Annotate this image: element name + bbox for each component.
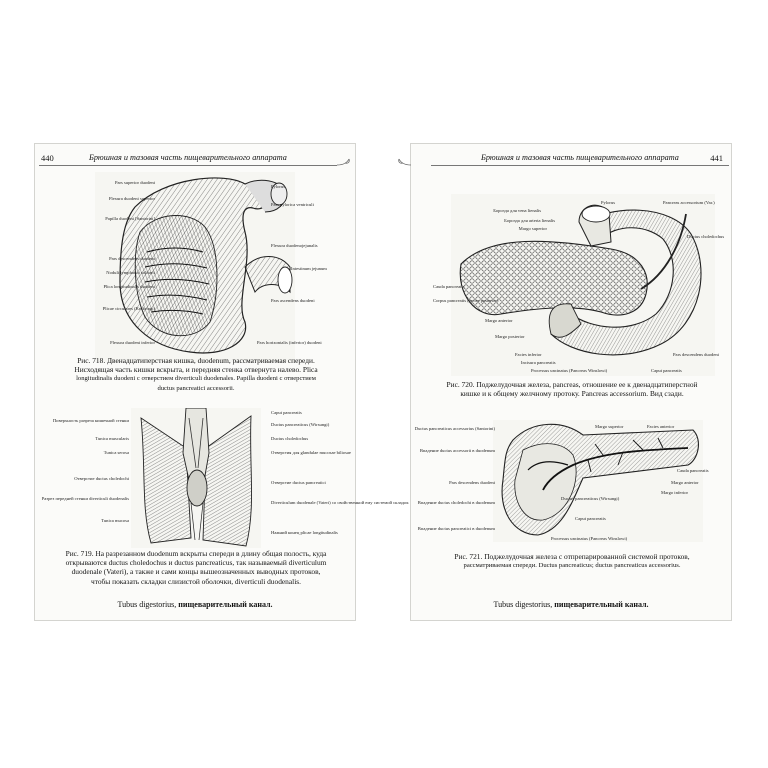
figure-721-caption — [419, 552, 725, 570]
label: Tunica muscularis — [95, 436, 129, 441]
label: Впадение ductus pancreatici в duodenum — [417, 526, 495, 531]
label: Flexura duodenojejunalis — [271, 243, 318, 248]
page-footer — [411, 600, 731, 609]
caption-line: Нисходящая часть кишки вскрыта, и передняя стенка отвернута налево. Plica — [74, 365, 318, 375]
label: Tunica serosa — [103, 450, 129, 455]
caption-line: Рис. 719. На разрезанном duodenum вскрыты спереди в длину общая полость, куда — [65, 549, 327, 558]
page-footer — [35, 600, 355, 609]
label: Впадение ductus choledochi в duodenum — [417, 500, 495, 505]
label: Processus uncinatus (Pancreas Winslowi) — [531, 368, 608, 373]
label: Pars superior duodeni — [114, 180, 155, 185]
right-page — [410, 143, 732, 621]
footer-latin: Tubus digestorius, — [493, 600, 553, 609]
running-title: Брюшная и тазовая часть пищеварительного аппарата — [481, 153, 679, 162]
caption-line: Рис. 720. Поджелудочная железа, pancreas, отношение ее к двенадцатиперстной — [446, 380, 698, 389]
label: Caput pancreatis — [575, 516, 606, 521]
label: Cauda pancreatis — [433, 284, 465, 289]
footer-russian: пищеварительный канал. — [178, 600, 273, 609]
label: Margo anterior — [671, 480, 699, 485]
label: Noduli lymphatici solitarii — [106, 270, 155, 275]
label: Incisura pancreatis — [521, 360, 556, 365]
label: Pars descendens duodeni — [449, 480, 495, 485]
label: Впадение ductus accessorii в duodenum — [419, 448, 495, 453]
right-page-header — [411, 153, 731, 165]
label: Tunica mucosa — [101, 518, 129, 523]
label: Ductus pancreaticus (Wirsungi) — [271, 422, 330, 427]
label: Flexura duodeni inferior — [110, 340, 155, 345]
page-number: 441 — [710, 153, 723, 163]
label: Plicae circulares (Kerkringi) — [102, 306, 155, 311]
label: Борозда для arteria lienalis — [504, 218, 555, 223]
label: Caput pancreatis — [651, 368, 682, 373]
pancreas-posterior-drawing — [451, 194, 715, 376]
running-title: Брюшная и тазовая часть пищеварительного аппарата — [89, 153, 287, 162]
label: Facies anterior — [647, 424, 675, 429]
label: Papilla duodeni [Santorini] — [105, 216, 155, 221]
caption-line: ductus pancreatici accessorii. — [157, 384, 235, 392]
page-number: 440 — [41, 153, 54, 163]
footer-russian: пищеварительный канал. — [554, 600, 649, 609]
ornament-curl-icon — [337, 158, 351, 172]
figure-718-caption — [43, 356, 349, 393]
figure-720-caption — [419, 380, 725, 398]
label: Борозда для vena lienalis — [493, 208, 541, 213]
label: Поверхность разреза кишечной стенки — [52, 418, 129, 423]
label: Ductus choledochus — [687, 234, 725, 239]
label: Pars ascendens duodeni — [271, 298, 315, 303]
label: Отверстие ductus choledochi — [74, 476, 129, 481]
label: Pars descendens duodeni — [109, 256, 155, 261]
label: Processus uncinatus (Pancreas Winslowi) — [551, 536, 628, 541]
label: Нажний конец plicae longitudinalis — [271, 530, 338, 535]
label: Ductus pancreaticus accessorius (Santorini) — [414, 426, 495, 431]
label: Pars descendens duodeni — [673, 352, 719, 357]
footer-latin: Tubus digestorius, — [117, 600, 177, 609]
label: Intestinum jejunum — [291, 266, 327, 271]
label: Plica longitudinalis duodeni — [103, 284, 155, 289]
label: Margo anterior — [485, 318, 513, 323]
label: Pars pylorica ventriculi — [271, 202, 314, 207]
label: Cauda pancreatis — [677, 468, 709, 473]
ornament-curl-icon — [397, 158, 411, 172]
label: Pancreas accessorium (Var.) — [663, 200, 715, 205]
label: Ductus pancreaticus (Wirsungi) — [561, 496, 620, 501]
label: Margo posterior — [495, 334, 525, 339]
left-page — [34, 143, 409, 621]
figure-719-caption — [43, 549, 349, 586]
caption-line: Рис. 721. Поджелудочная железа с отпрепарированной системой протоков, — [454, 552, 690, 561]
label: Margo superior — [595, 424, 624, 429]
label: Flexura duodeni superior — [108, 196, 155, 201]
left-page-header — [35, 153, 355, 165]
label: Отверстие ductus pancreatici — [271, 480, 326, 485]
caption-line: чтобы показать складки слизистой оболочки, diverticuli duodenalis. — [91, 576, 301, 586]
label: Pylorus — [601, 200, 616, 205]
caption-line: Рис. 718. Двенадцатиперстная кишка, duodenum, рассматриваемая спереди. — [77, 356, 315, 365]
label: Margo superior — [518, 226, 547, 231]
label: Отверстия для glandulae mucosae biliosae — [271, 450, 351, 455]
label: Разрез передней стенки diverticuli duodenalis — [41, 496, 129, 501]
figure-719-illustration — [131, 408, 261, 548]
caption-line: кишке и к общему желчному протоку. Pancreas accessorium. Вид сзади. — [460, 389, 684, 399]
caption-line: duodenale (Vateri), а также и сами концы вышеозначенных выводных протоков, — [71, 567, 321, 577]
label: Corpus pancreatis (facies posterior) — [433, 298, 499, 303]
header-rule — [39, 165, 337, 166]
caption-line: рассматриваемая спереди. Ductus pancreaticus; ductus pancreaticus accessorius. — [463, 562, 681, 570]
label: Caput pancreatis — [271, 410, 302, 415]
figure-720-illustration — [451, 194, 715, 376]
caption-line: longitudinalis duodeni с отверстием diverticuli duodenales. Papilla duodeni с отверстием — [76, 375, 316, 383]
duodenum-section-drawing — [131, 408, 261, 548]
caption-line: открываются ductus choledochus и ductus pancreaticus, так называемый diverticulum — [65, 558, 327, 568]
label: Facies inferior — [515, 352, 542, 357]
label: Diverticulum duodenale (Vateri) со свойственной ему системой складок — [271, 500, 409, 505]
label: Ductus choledochus — [271, 436, 309, 441]
label: Margo inferior — [661, 490, 689, 495]
label: Pars horizontalis (inferior) duodeni — [257, 340, 322, 345]
label: Pylorus — [271, 184, 286, 189]
header-rule — [431, 165, 729, 166]
